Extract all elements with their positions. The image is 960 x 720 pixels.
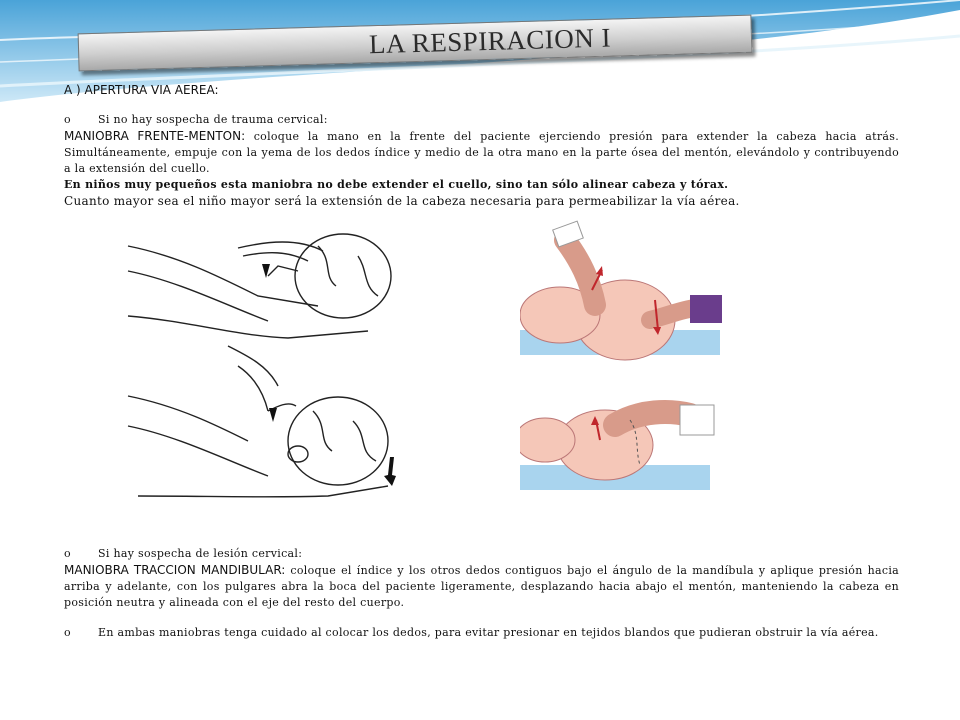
child-jaw-thrust-illustration	[520, 385, 720, 500]
bold-note: En niños muy pequeños esta maniobra no debe extender el cuello, sino tan sólo alinear cabeza y tórax.	[64, 178, 729, 191]
bullet-marker: o	[64, 113, 71, 126]
maneuver-traccion-mandibular	[64, 562, 899, 611]
content-bottom	[64, 546, 899, 641]
bullet-marker: o	[64, 626, 71, 639]
bullet-text: Si no hay sospecha de trauma cervical:	[98, 113, 328, 126]
page-title: LA RESPIRACION I	[368, 22, 612, 60]
maneuver-text: coloque el índice y los otros dedos contiguos bajo el ángulo de la mandíbula y aplique presión hacia arriba y adelante, con los pulgares abra la boca del paciente ligeramente, desplazando hacia abajo el mentón, manteniendo la cabeza en posición neutra y alineada con el eje del resto del cuerpo.	[64, 564, 900, 609]
maneuver-name: MANIOBRA FRENTE-MENTON:	[64, 129, 246, 143]
age-note: Cuanto mayor sea el niño mayor será la extensión de la cabeza necesaria para permeabilizar la vía aérea.	[64, 194, 740, 208]
bullet-marker: o	[64, 547, 71, 560]
bullet-text: Si hay sospecha de lesión cervical:	[98, 547, 303, 560]
bullet-cervical-lesion	[64, 546, 899, 562]
maneuver-name: MANIOBRA TRACCION MANDIBULAR:	[64, 563, 286, 577]
content-top	[64, 82, 899, 209]
maneuver-text: coloque la mano en la frente del paciente ejerciendo presión para extender la cabeza hacia atrás. Simultáneamente, empuje con la yema de los dedos índice y medio de la otra mano en la parte ósea del mentón, elevándolo y contribuyendo a la extensión del cuello.	[64, 130, 899, 175]
maneuver-frente-menton	[64, 128, 899, 177]
bullet-both-maneuvers	[64, 625, 899, 641]
bullet-text: En ambas maniobras tenga cuidado al colocar los dedos, para evitar presionar en tejidos blandos que pudieran obstruir la vía aérea.	[98, 626, 879, 639]
adult-airway-illustration	[118, 226, 400, 536]
section-heading: A ) APERTURA VIA AEREA:	[64, 83, 219, 97]
bullet-no-trauma	[64, 112, 899, 128]
child-head-tilt-illustration	[520, 220, 730, 370]
